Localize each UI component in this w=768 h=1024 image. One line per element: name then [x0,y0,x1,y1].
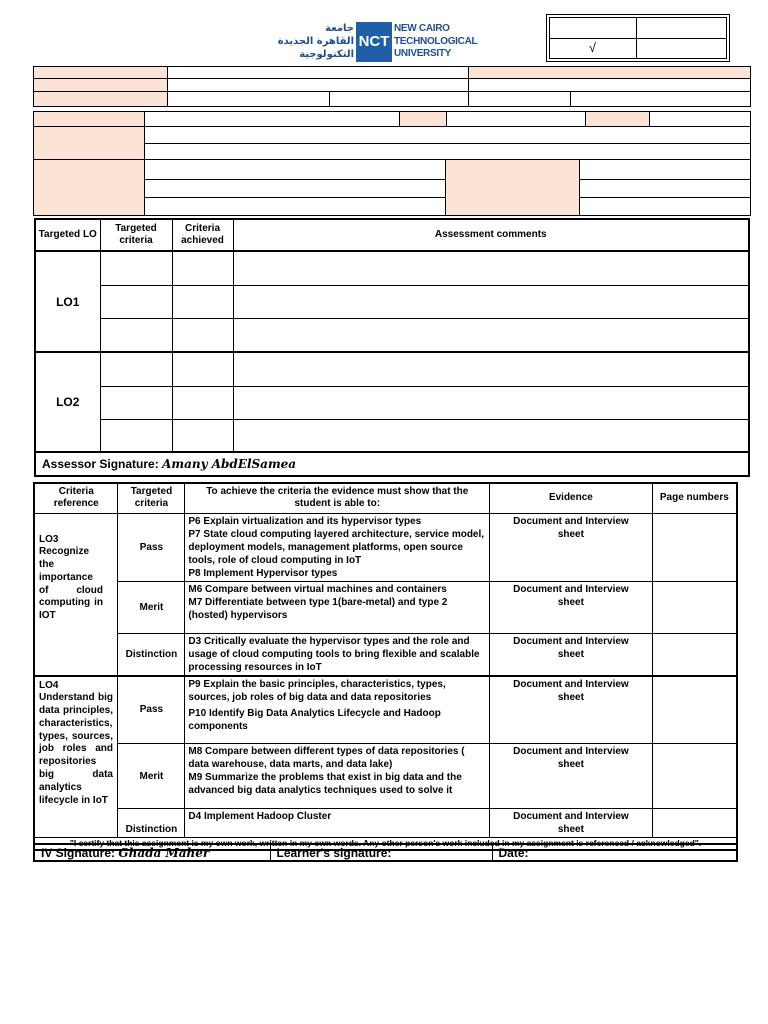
page-number-cell[interactable] [652,633,737,676]
info-cell [33,78,168,92]
submission-check-box [546,14,730,62]
lo4-reference: LO4 Understand big data principles, characteristics, types, sources, job roles and repositories big data analytics lifecycle in IoT [34,676,118,838]
info-cell [579,159,751,180]
lo1-comment-cell[interactable] [233,318,749,352]
lo4-merit-items: M8 Compare between different types of data repositories ( data warehouse, data marts, and data lake) M9 Summarize the problems that exist in big data and the advanced big data analytics techniques used to solve it [185,744,490,809]
date-cell[interactable] [492,844,737,861]
evidence-cell: Document and Interview sheet [490,513,653,581]
lo2-comment-cell[interactable] [233,352,749,386]
header-evidence-must-show: To achieve the criteria the evidence must show that the student is able to: [185,483,490,513]
assessor-signature-label: Assessor Signature: [42,457,159,471]
info-cell [167,78,469,92]
date-label: Date: [498,845,529,860]
header-criteria-achieved: Criteria achieved [172,219,233,251]
university-logo [276,20,478,64]
info-grid-top [33,66,751,107]
lo2-label: LO2 [35,352,100,452]
signature-table [33,843,738,862]
lo1-criteria-cell[interactable] [100,318,172,352]
info-cell [144,179,446,198]
certify-statement: "I certify that this assignment is my own work, written in my own words. Any other person's work included in my assignment is referenced / acknowledged". [34,838,737,851]
lo2-comment-cell[interactable] [233,386,749,419]
lo4-title: Understand big data principles, characteristics, types, sources, job roles and repositories big data analytics lifecycle in IoT [39,692,113,806]
lo3-distinction-items: D3 Critically evaluate the hypervisor types and the role and usage of cloud computing tools to bring flexible and scalable processing resources in IoT [185,633,490,676]
lo2-achieved-cell[interactable] [172,386,233,419]
info-cell [144,197,446,216]
assessment-table [34,218,750,477]
header-assessment-comments: Assessment comments [233,219,749,251]
lo3-distinction-label: Distinction [118,633,185,676]
iv-signature-cell[interactable] [34,844,270,861]
lo4-merit-label: Merit [118,744,185,809]
evidence-cell: Document and Interview sheet [490,744,653,809]
page-number-cell[interactable] [652,513,737,581]
lo4-distinction-items: D4 Implement Hadoop Cluster [185,809,490,838]
lo2-criteria-cell[interactable] [100,419,172,452]
lo1-criteria-cell[interactable] [100,251,172,285]
info-cell [33,126,145,160]
header-targeted-lo: Targeted LO [35,219,100,251]
info-cell [570,91,751,107]
info-cell [579,179,751,198]
lo1-achieved-cell[interactable] [172,251,233,285]
header-targeted-criteria: Targeted criteria [118,483,185,513]
info-cell [399,111,447,127]
page-number-cell[interactable] [652,744,737,809]
lo3-merit-label: Merit [118,581,185,633]
info-cell [144,159,446,180]
lo2-achieved-cell[interactable] [172,419,233,452]
header-targeted-criteria: Targeted criteria [100,219,172,251]
lo1-label: LO1 [35,251,100,352]
header-criteria-reference: Criteria reference [34,483,118,513]
evidence-cell: Document and Interview sheet [490,633,653,676]
info-cell [468,78,751,92]
info-cell [144,126,751,144]
lo4-distinction-label: Distinction [118,809,185,838]
info-cell [468,91,571,107]
logo-arabic-text: جامعة القاهرة الجديدة التكنولوجية [277,23,354,60]
header-evidence: Evidence [490,483,653,513]
info-cell [144,111,400,127]
check-mark: √ [588,40,597,55]
lo1-achieved-cell[interactable] [172,318,233,352]
lo1-comment-cell[interactable] [233,251,749,285]
lo2-criteria-cell[interactable] [100,386,172,419]
learner-signature-label: Learner's signature: [276,845,392,860]
evidence-cell: Document and Interview sheet [490,809,653,838]
info-cell [585,111,650,127]
info-cell [33,111,145,127]
evidence-cell: Document and Interview sheet [490,676,653,744]
info-cell [144,143,751,160]
assessor-signature: Amany AbdElSamea [162,457,297,471]
assessor-signature-row [35,452,749,476]
lo4-pass-label: Pass [118,676,185,744]
page-number-cell[interactable] [652,581,737,633]
learner-signature-cell[interactable] [270,844,492,861]
lo2-criteria-cell[interactable] [100,352,172,386]
iv-signature: Ghada Maher [118,845,210,860]
lo1-achieved-cell[interactable] [172,285,233,318]
header-page-numbers: Page numbers [652,483,737,513]
lo3-pass-items: P6 Explain virtualization and its hypervisor types P7 State cloud computing layered architecture, service model, deployment models, management platforms, open source tools, role of cloud computing in IoT P8 Implement Hypervisor types [185,513,490,581]
logo-emblem: NCT [356,22,392,62]
info-cell [446,111,586,127]
criteria-table [33,482,738,851]
lo2-comment-cell[interactable] [233,419,749,452]
lo1-criteria-cell[interactable] [100,285,172,318]
iv-signature-label: IV Signature: [41,845,116,860]
lo3-reference: LO3 Recognize the importance of cloud computing in IOT [34,513,118,676]
info-cell [649,111,751,127]
info-cell [329,91,469,107]
info-cell [579,197,751,216]
lo4-pass-items: P9 Explain the basic principles, characteristics, types, sources, job roles of big data and data repositories P10 Identify Big Data Analytics Lifecycle and Hadoop components [185,676,490,744]
lo2-achieved-cell[interactable] [172,352,233,386]
info-cell [445,159,580,216]
lo3-merit-items: M6 Compare between virtual machines and containers M7 Differentiate between type 1(bare-metal) and type 2 (hosted) hypervisors [185,581,490,633]
lo3-pass-label: Pass [118,513,185,581]
evidence-cell: Document and Interview sheet [490,581,653,633]
info-cell [33,159,145,216]
info-cell [33,91,168,107]
info-grid-middle [33,111,751,216]
lo3-title: Recognize the importance of cloud computing in IOT [39,546,103,622]
page-number-cell[interactable] [652,809,737,838]
info-cell [167,91,330,107]
page-number-cell[interactable] [652,676,737,744]
logo-english-text: NEW CAIRO TECHNOLOGICAL UNIVERSITY [394,23,478,59]
lo1-comment-cell[interactable] [233,285,749,318]
